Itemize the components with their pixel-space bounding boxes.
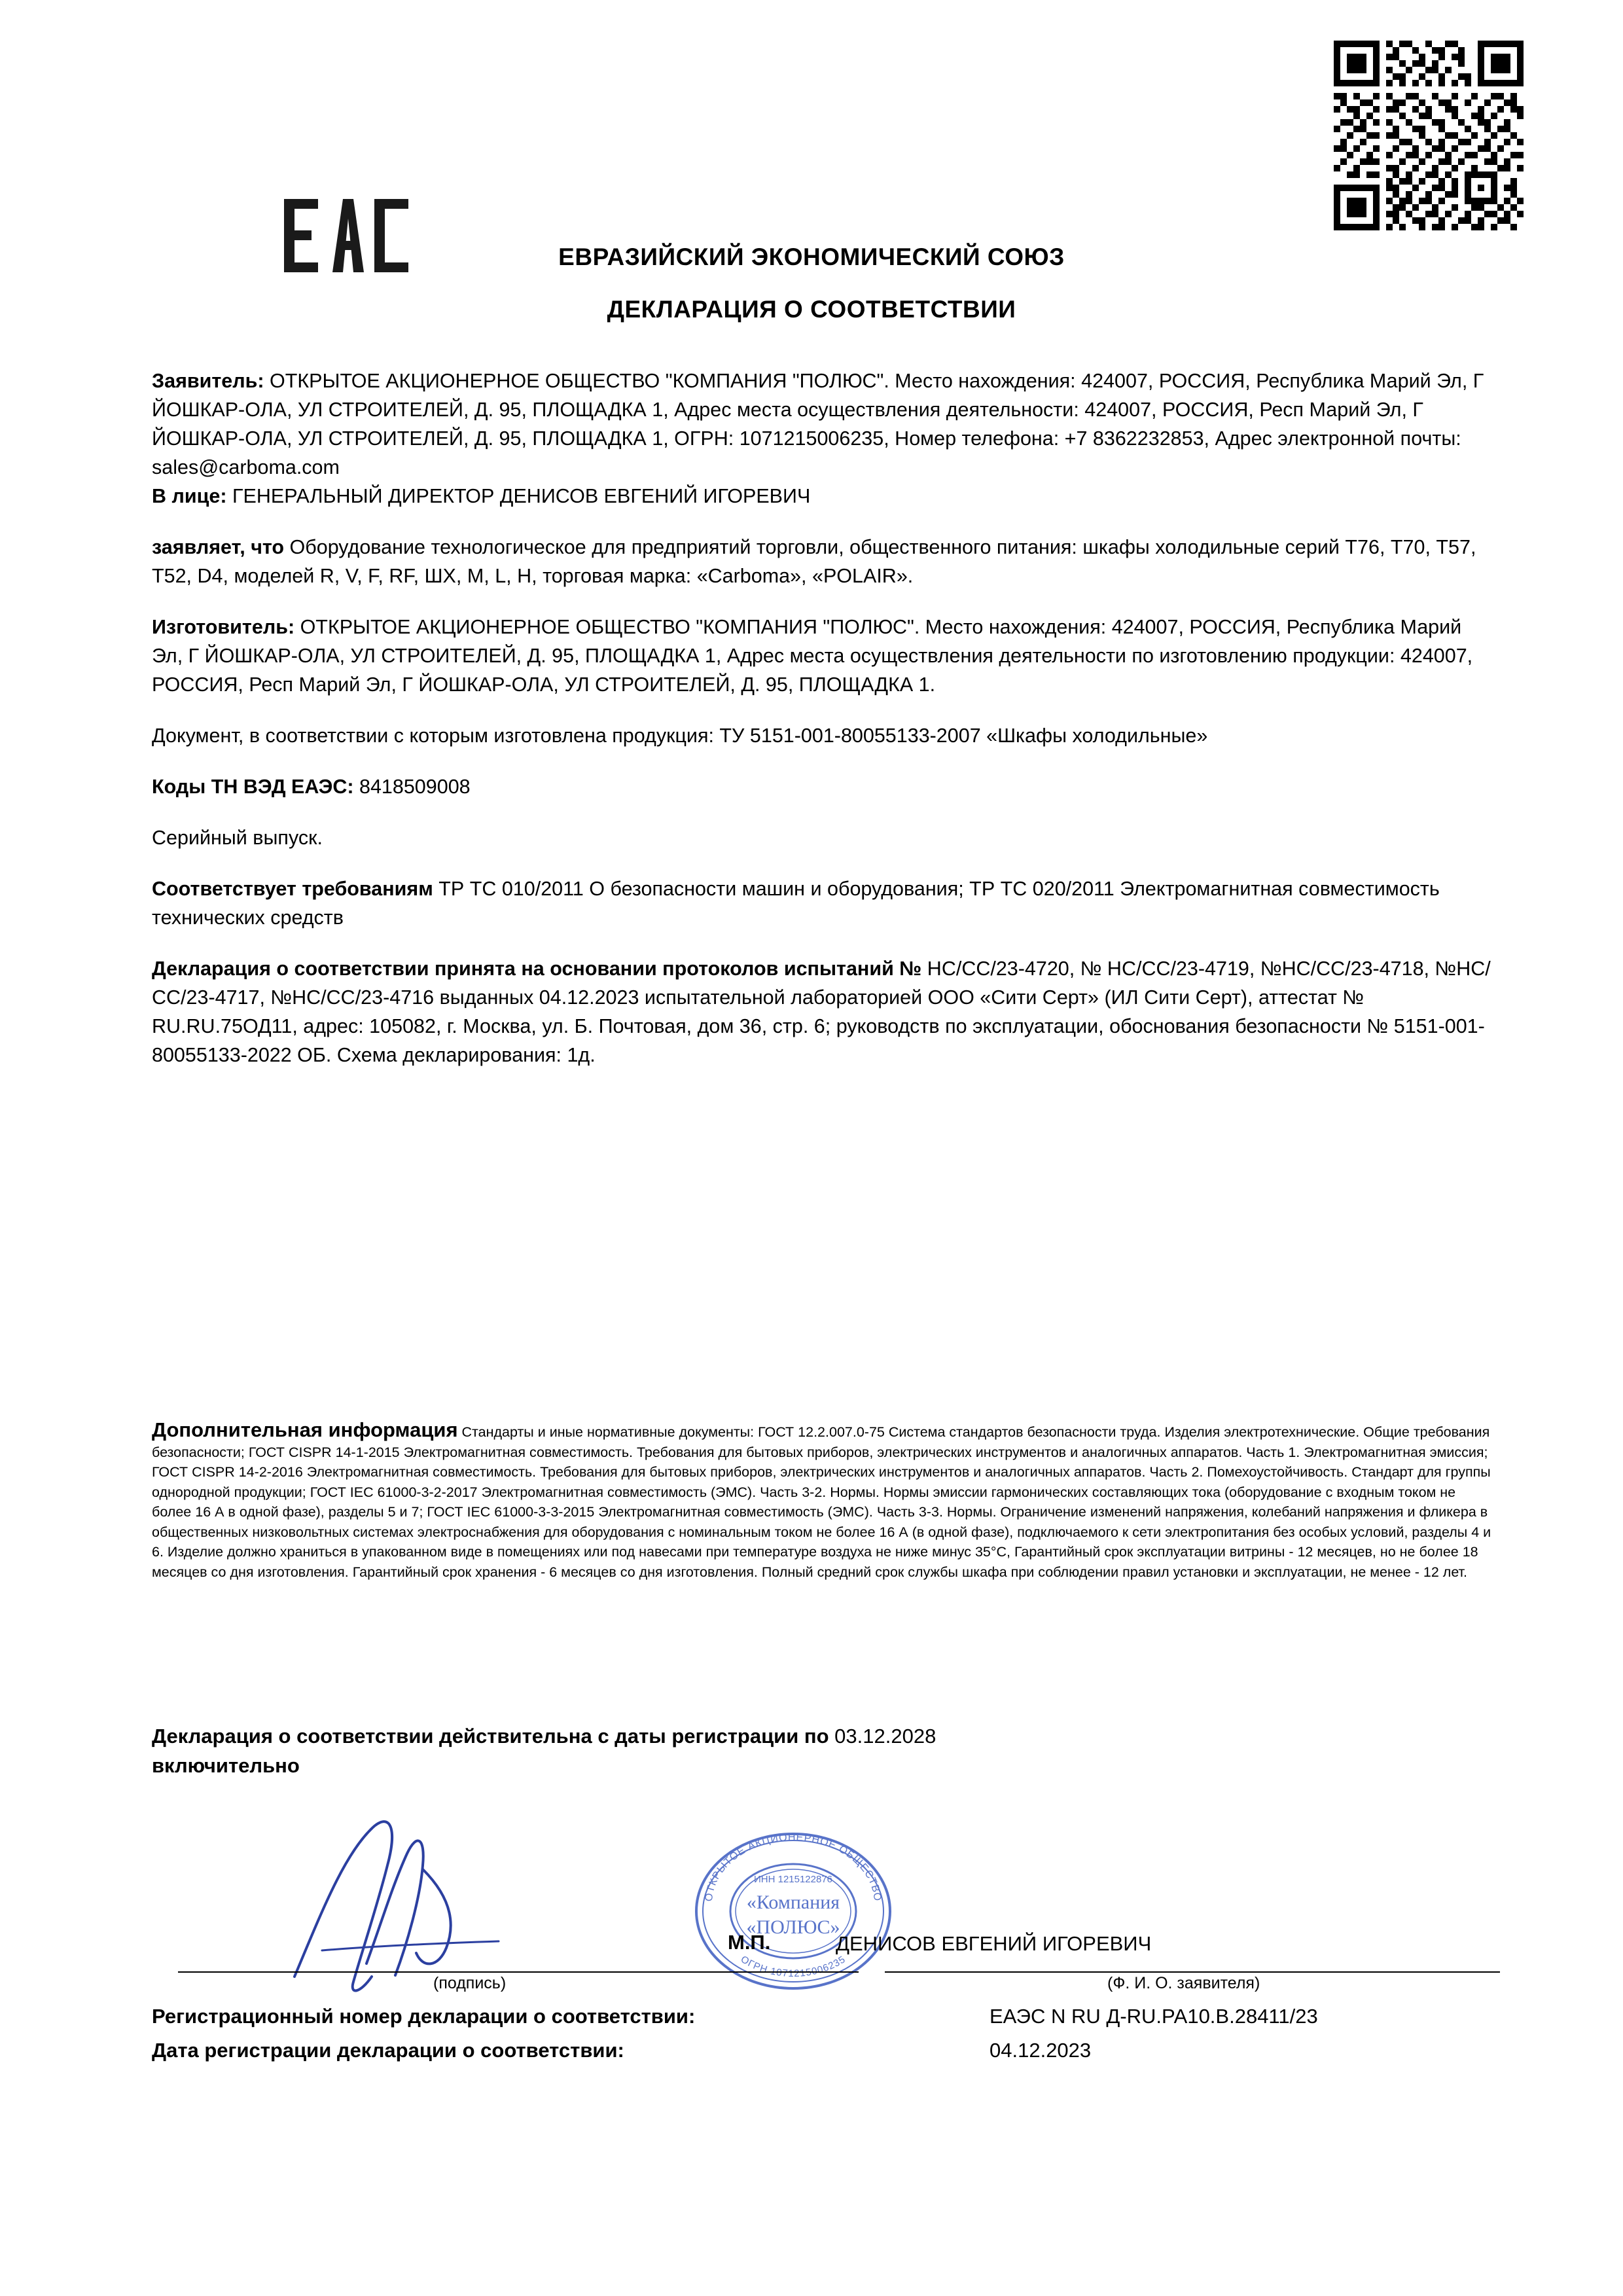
handwritten-signature bbox=[283, 1813, 558, 2003]
registration-date-label: Дата регистрации декларации о соответствии: bbox=[152, 2039, 624, 2062]
page-title: ЕВРАЗИЙСКИЙ ЭКОНОМИЧЕСКИЙ СОЮЗ bbox=[558, 243, 1065, 270]
spacer bbox=[152, 590, 1497, 613]
svg-text:«Компания: «Компания bbox=[746, 1892, 840, 1913]
person-paragraph bbox=[152, 482, 1497, 511]
svg-text:ИНН 1215122876: ИНН 1215122876 bbox=[753, 1874, 833, 1885]
registration-date-value: 04.12.2023 bbox=[990, 2039, 1092, 2062]
signature-rule-right bbox=[885, 1971, 1500, 1973]
protocols-label: Декларация о соответствии принята на основании протоколов испытаний № bbox=[152, 958, 922, 980]
signature-caption-left: (подпись) bbox=[433, 1974, 507, 1992]
validity-suffix: включительно bbox=[152, 1754, 300, 1777]
protocols-paragraph bbox=[152, 954, 1497, 1069]
signer-name: ДЕНИСОВ ЕВГЕНИЙ ИГОРЕВИЧ bbox=[836, 1932, 1152, 1955]
spacer bbox=[152, 699, 1497, 721]
stamp-place-label: М.П. bbox=[728, 1931, 771, 1954]
validity-block bbox=[152, 1721, 1497, 1780]
svg-text:«ПОЛЮС»: «ПОЛЮС» bbox=[746, 1916, 840, 1938]
svg-text:ОГРН 1071215006235: ОГРН 1071215006235 bbox=[738, 1953, 848, 1980]
manufacturer-label: Изготовитель: bbox=[152, 616, 295, 638]
page-subtitle: ДЕКЛАРАЦИЯ О СООТВЕТСТВИИ bbox=[607, 296, 1016, 323]
declares-paragraph bbox=[152, 533, 1497, 590]
person-text: ГЕНЕРАЛЬНЫЙ ДИРЕКТОР ДЕНИСОВ ЕВГЕНИЙ ИГОРЕВИЧ bbox=[226, 485, 811, 507]
signature-caption-right: (Ф. И. О. заявителя) bbox=[1107, 1974, 1260, 1992]
applicant-label: Заявитель: bbox=[152, 370, 264, 392]
registration-number-label: Регистрационный номер декларации о соответствии: bbox=[152, 2005, 696, 2028]
additional-information-text: Стандарты и иные нормативные документы: ГОСТ 12.2.007.0-75 Система стандартов безопасности труда. Изделия электротехнические. Общие требования безопасности; ГОСТ CISPR 14-1-2015 Электромагнитная совместимость. Требования для бытовых приборов, электрических инструментов и аналогичных аппаратов. Часть 1. Электромагнитная эмиссия; ГОСТ CISPR 14-2-2016 Электромагнитная совместимость. Требования для бытовых приборов, электрических инструментов и аналогичных аппаратов. Часть 2. Помехоустойчивость. Стандарт для группы однородной продукции; ГОСТ IEC 61000-3-2-2017 Электромагнитная совместимость (ЭМС). Часть 3-2. Нормы. Нормы эмиссии гармонических составляющих тока (оборудование с входным током не более 16 А в одной фазе), разделы 5 и 7; ГОСТ IEC 61000-3-3-2015 Электромагнитная совместимость (ЭМС). Часть 3-3. Нормы. Ограничение изменений напряжения, колебаний напряжения и фликера в общественных низковольтных системах электроснабжения для оборудования с номинальным током не более 16 А (в одной фазе), подключаемого к сети электропитания без особых условий, разделы 4 и 6. Изделие должно храниться в упакованном виде в помещениях или под навесами при температуре воздуха не ниже минус 35°С, Гарантийный срок эксплуатации витрины - 12 месяцев, но не более 18 месяцев со дня изготовления. Гарантийный срок хранения - 6 месяцев со дня изготовления. Полный средний срок службы шкафа при соблюдении правил установки и эксплуатации, не менее - 12 лет. bbox=[152, 1424, 1491, 1580]
applicant-text: ОТКРЫТОЕ АКЦИОНЕРНОЕ ОБЩЕСТВО "КОМПАНИЯ "ПОЛЮС". Место нахождения: 424007, РОССИЯ, Республика Марий Эл, Г ЙОШКАР-ОЛА, УЛ СТРОИТЕЛЕЙ, Д. 95, ПЛОЩАДКА 1, Адрес места осуществления деятельности: 424007, РОССИЯ, Респ Марий Эл, Г ЙОШКАР-ОЛА, УЛ СТРОИТЕЛЕЙ, Д. 95, ПЛОЩАДКА 1, ОГРН: 1071215006235, Номер телефона: +7 8362232853, Адрес электронной почты: sales@carboma.com bbox=[152, 370, 1484, 478]
registration-number-value: ЕАЭС N RU Д-RU.РА10.В.28411/23 bbox=[990, 2005, 1318, 2028]
company-seal-stamp bbox=[649, 1813, 937, 2009]
compliance-paragraph bbox=[152, 874, 1497, 932]
manufacturer-paragraph bbox=[152, 613, 1497, 699]
product-document-paragraph: Документ, в соответствии с которым изготовлена продукция: ТУ 5151-001-80055133-2007 «Шкафы холодильные» bbox=[152, 725, 1208, 747]
registration-footer bbox=[152, 2000, 1497, 2068]
svg-text:ОТКРЫТОЕ АКЦИОНЕРНОЕ ОБЩЕСТВО: ОТКРЫТОЕ АКЦИОНЕРНОЕ ОБЩЕСТВО bbox=[703, 1831, 883, 1903]
tnved-label: Коды ТН ВЭД ЕАЭС: bbox=[152, 776, 354, 798]
declares-text: Оборудование технологическое для предприятий торговли, общественного питания: шкафы холодильные серий Т76, Т70, Т57, Т52, D4, моделей R, V, F, RF, ШХ, M, L, H, торговая марка: «Carboma», «POLAIR». bbox=[152, 536, 1476, 587]
validity-date: 03.12.2028 bbox=[829, 1725, 936, 1748]
compliance-text: ТР ТС 010/2011 О безопасности машин и оборудования; ТР ТС 020/2011 Электромагнитная совместимость технических средств bbox=[152, 878, 1440, 929]
person-label: В лице: bbox=[152, 485, 227, 507]
validity-label: Декларация о соответствии действительна с даты регистрации по bbox=[152, 1725, 829, 1748]
declaration-body bbox=[152, 367, 1497, 1069]
compliance-label: Соответствует требованиям bbox=[152, 878, 433, 900]
spacer bbox=[152, 932, 1497, 954]
spacer bbox=[152, 801, 1497, 823]
protocols-text: НС/СС/23-4720, № НС/СС/23-4719, №НС/СС/23-4718, №НС/СС/23-4717, №НС/СС/23-4716 выданных 04.12.2023 испытательной лабораторией ООО «Сити Серт» (ИЛ Сити Серт), аттестат № RU.RU.75ОД11, адрес: 105082, г. Москва, ул. Б. Почтовая, дом 36, стр. 6; руководств по эксплуатации, обоснования безопасности № 5151-001-80055133-2022 ОБ. Схема декларирования: 1д. bbox=[152, 958, 1491, 1066]
additional-information-heading: Дополнительная информация bbox=[152, 1418, 458, 1441]
spacer bbox=[152, 750, 1497, 772]
qr-code-icon bbox=[1334, 41, 1524, 230]
tnved-value: 8418509008 bbox=[353, 776, 471, 798]
signature-area bbox=[152, 1793, 1497, 2016]
declares-label: заявляет, что bbox=[152, 536, 285, 558]
manufacturer-text: ОТКРЫТОЕ АКЦИОНЕРНОЕ ОБЩЕСТВО "КОМПАНИЯ "ПОЛЮС". Место нахождения: 424007, РОССИЯ, Республика Марий Эл, Г ЙОШКАР-ОЛА, УЛ СТРОИТЕЛЕЙ, Д. 95, ПЛОЩАДКА 1, Адрес места осуществления деятельности по изготовлению продукции: 424007, РОССИЯ, Респ Марий Эл, Г ЙОШКАР-ОЛА, УЛ СТРОИТЕЛЕЙ, Д. 95, ПЛОЩАДКА 1. bbox=[152, 616, 1473, 696]
tnved-paragraph bbox=[152, 772, 1497, 801]
registration-date-row bbox=[152, 2034, 1497, 2068]
serial-paragraph: Серийный выпуск. bbox=[152, 827, 323, 849]
additional-information-block bbox=[152, 1420, 1497, 1582]
registration-number-row bbox=[152, 2000, 1497, 2034]
applicant-paragraph bbox=[152, 367, 1497, 482]
spacer bbox=[152, 852, 1497, 874]
signature-rule-left bbox=[178, 1971, 859, 1973]
spacer bbox=[152, 511, 1497, 533]
